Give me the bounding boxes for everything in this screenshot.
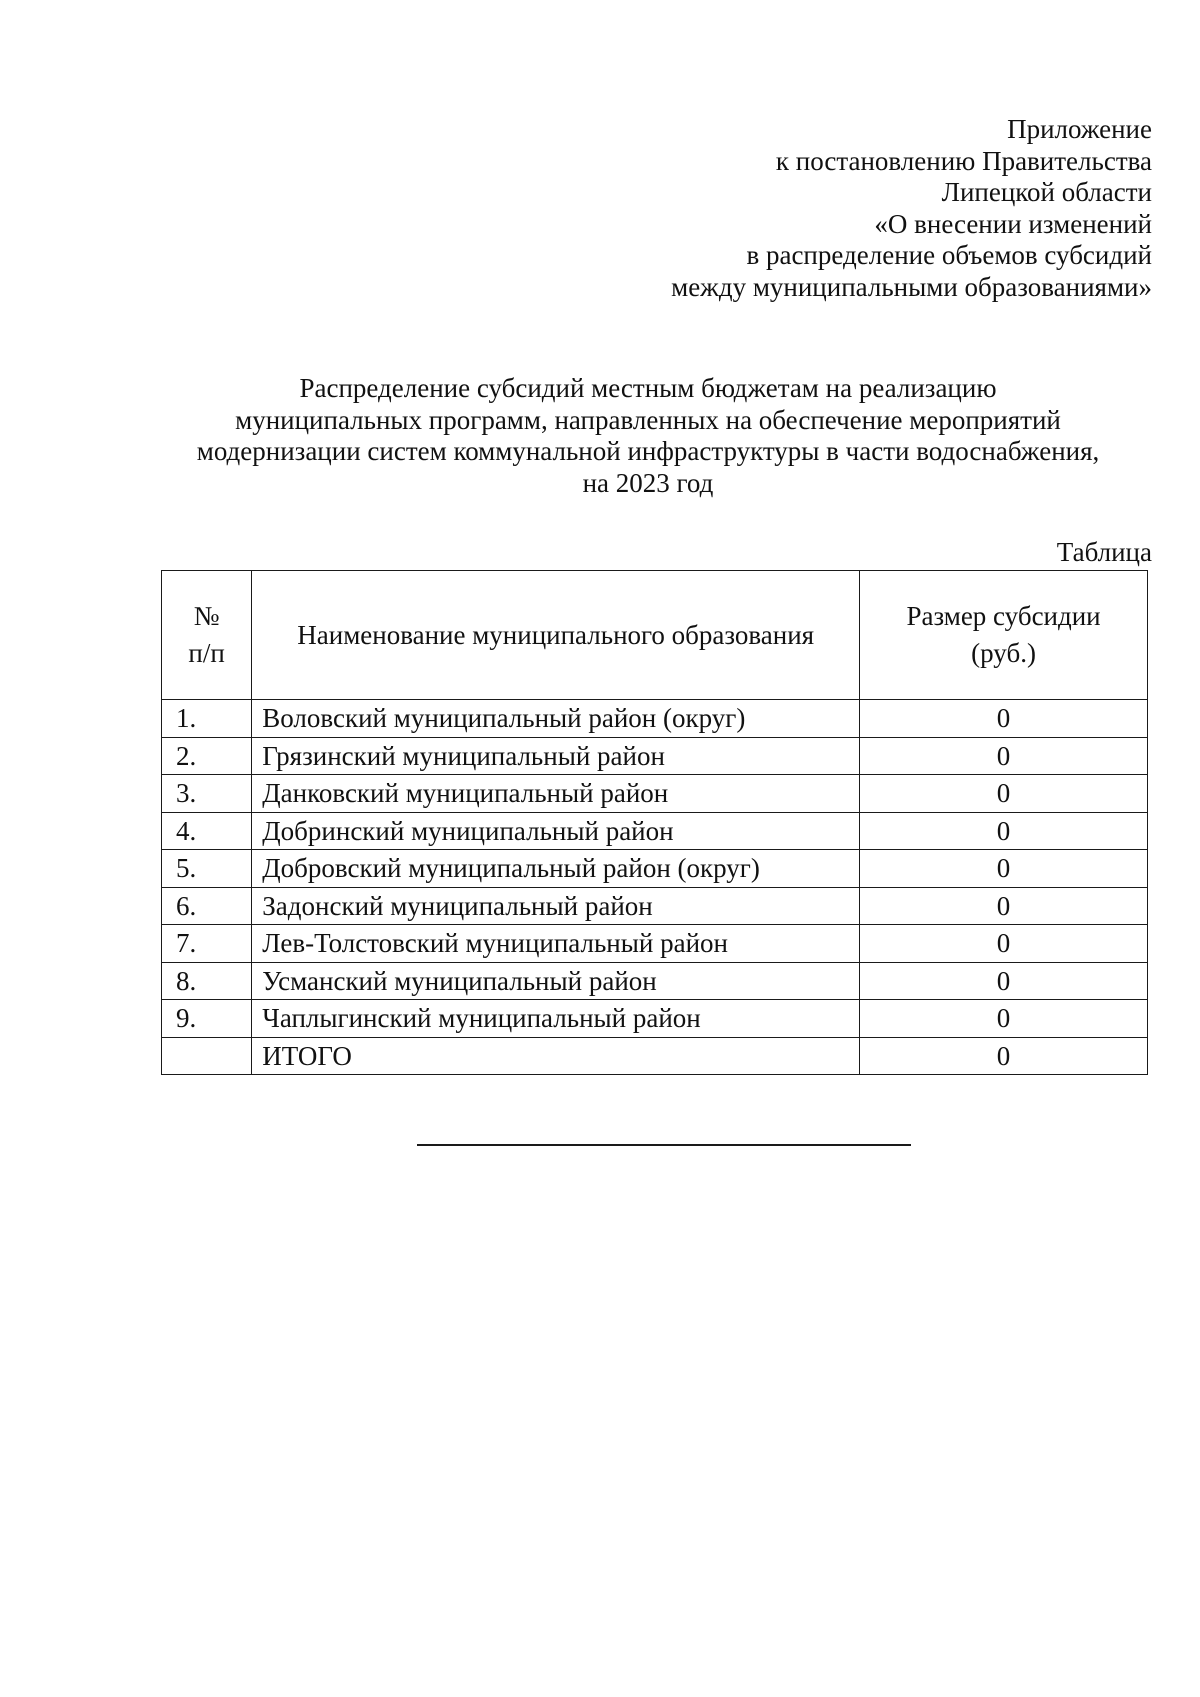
- table-total-row: [162, 1037, 1148, 1075]
- table-row: [162, 850, 1148, 888]
- title-line: модернизации систем коммунальной инфраструктуры в части водоснабжения,: [196, 436, 1100, 466]
- table-row: [162, 812, 1148, 850]
- row-number: 6.: [162, 887, 252, 925]
- table-row: [162, 737, 1148, 775]
- title-line: Распределение субсидий местным бюджетам на реализацию: [299, 373, 997, 403]
- row-number: 3.: [162, 775, 252, 813]
- row-amount: 0: [860, 887, 1148, 925]
- table-row: [162, 1000, 1148, 1038]
- row-number: 5.: [162, 850, 252, 888]
- table-caption: Таблица: [1056, 537, 1152, 567]
- header-amount-unit: (руб.): [971, 638, 1036, 668]
- row-municipality: Добринский муниципальный район: [252, 812, 860, 850]
- document-title: [148, 373, 1148, 499]
- table-row: [162, 887, 1148, 925]
- table-row: [162, 775, 1148, 813]
- row-municipality: Данковский муниципальный район: [252, 775, 860, 813]
- appendix-line: между муниципальными образованиями»: [671, 271, 1152, 302]
- row-number: 2.: [162, 737, 252, 775]
- row-municipality: Задонский муниципальный район: [252, 887, 860, 925]
- total-amount: 0: [860, 1037, 1148, 1075]
- row-amount: 0: [860, 1000, 1148, 1038]
- header-number-symbol: №: [193, 601, 220, 631]
- table-row: [162, 962, 1148, 1000]
- row-municipality: Чаплыгинский муниципальный район: [252, 1000, 860, 1038]
- subsidies-table: [161, 570, 1148, 1075]
- total-label: ИТОГО: [252, 1037, 860, 1075]
- row-number: 7.: [162, 925, 252, 963]
- row-municipality: Усманский муниципальный район: [252, 962, 860, 1000]
- title-line: муниципальных программ, направленных на обеспечение мероприятий: [235, 404, 1061, 435]
- row-municipality: Грязинский муниципальный район: [252, 737, 860, 775]
- row-number: 4.: [162, 812, 252, 850]
- row-amount: 0: [860, 700, 1148, 738]
- row-amount: 0: [860, 775, 1148, 813]
- header-amount-label: Размер субсидии: [906, 601, 1101, 631]
- row-number: 9.: [162, 1000, 252, 1038]
- row-number: 8.: [162, 962, 252, 1000]
- row-amount: 0: [860, 850, 1148, 888]
- appendix-line: к постановлению Правительства: [775, 145, 1152, 176]
- row-number: 1.: [162, 700, 252, 738]
- header-number: [162, 571, 252, 700]
- title-line: на 2023 год: [582, 467, 714, 498]
- header-number-abbr: п/п: [188, 638, 225, 668]
- table-header-row: [162, 571, 1148, 700]
- table-row: [162, 700, 1148, 738]
- total-number: [162, 1037, 252, 1075]
- header-municipality-name: Наименование муниципального образования: [252, 571, 860, 700]
- row-amount: 0: [860, 737, 1148, 775]
- appendix-block: [671, 114, 1152, 303]
- appendix-line: Липецкой области: [941, 177, 1152, 207]
- row-municipality: Лев-Толстовский муниципальный район: [252, 925, 860, 963]
- row-municipality: Добровский муниципальный район (округ): [252, 850, 860, 888]
- appendix-line: в распределение объемов субсидий: [746, 240, 1152, 270]
- appendix-line: «О внесении изменений: [874, 208, 1152, 239]
- row-amount: 0: [860, 812, 1148, 850]
- row-municipality: Воловский муниципальный район (округ): [252, 700, 860, 738]
- header-subsidy-amount: [860, 571, 1148, 700]
- row-amount: 0: [860, 925, 1148, 963]
- row-amount: 0: [860, 962, 1148, 1000]
- closing-separator-line: [417, 1144, 911, 1146]
- appendix-line: Приложение: [1007, 114, 1152, 144]
- table-row: [162, 925, 1148, 963]
